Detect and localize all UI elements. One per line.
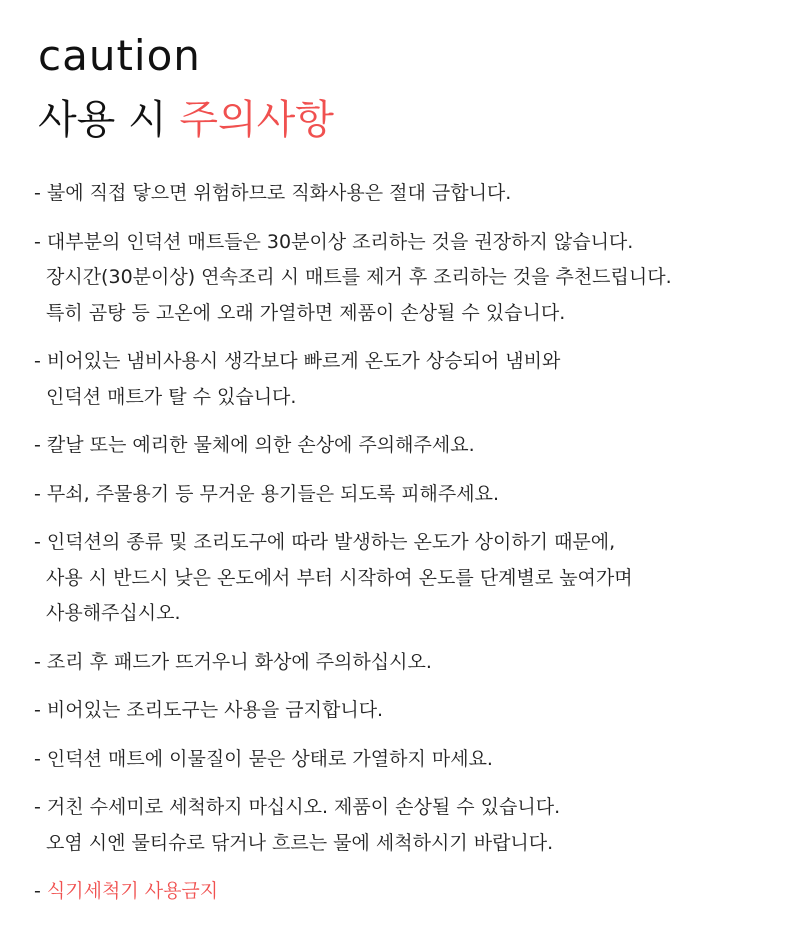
caution-text: 인덕션 매트에 이물질이 묻은 상태로 가열하지 마세요. xyxy=(46,747,493,770)
caution-line: 인덕션 매트가 탈 수 있습니다. xyxy=(46,385,297,408)
caution-line xyxy=(34,344,774,380)
dash: - xyxy=(34,531,47,553)
caution-item-highlight xyxy=(34,874,774,910)
caution-text-highlight: 식기세척기 사용금지 xyxy=(46,880,219,902)
caution-line xyxy=(34,176,774,212)
caution-item xyxy=(34,176,774,212)
caution-item xyxy=(34,693,774,729)
heading-korean-prefix: 사용 시 xyxy=(38,97,180,143)
caution-line xyxy=(34,645,774,681)
caution-line: 사용 시 반드시 낮은 온도에서 부터 시작하여 온도를 단계별로 높여가며 xyxy=(46,566,633,589)
dash: - xyxy=(34,182,47,204)
dash: - xyxy=(34,434,47,456)
caution-line xyxy=(34,874,774,910)
caution-text: 칼날 또는 예리한 물체에 의한 손상에 주의해주세요. xyxy=(46,434,475,456)
caution-item xyxy=(34,477,774,513)
caution-item xyxy=(34,525,774,632)
caution-line: 오염 시엔 물티슈로 닦거나 흐르는 물에 세척하시기 바랍니다. xyxy=(46,831,554,854)
caution-item xyxy=(34,344,774,415)
caution-text: 비어있는 냄비사용시 생각보다 빠르게 온도가 상승되어 냄비와 xyxy=(46,350,561,372)
caution-line xyxy=(34,790,774,826)
dash: - xyxy=(34,747,47,770)
caution-item xyxy=(34,645,774,681)
caution-item xyxy=(34,225,774,332)
caution-line: 특히 곰탕 등 고온에 오래 가열하면 제품이 손상될 수 있습니다. xyxy=(46,301,566,324)
dash: - xyxy=(34,880,47,902)
caution-text: 조리 후 패드가 뜨거우니 화상에 주의하십시오. xyxy=(46,650,432,673)
caution-text: 거친 수세미로 세척하지 마십시오. 제품이 손상될 수 있습니다. xyxy=(46,796,561,818)
heading-english: caution xyxy=(38,31,201,80)
caution-text: 무쇠, 주물용기 등 무거운 용기들은 되도록 피해주세요. xyxy=(46,482,500,505)
dash: - xyxy=(34,796,47,818)
caution-text: 인덕션의 종류 및 조리도구에 따라 발생하는 온도가 상이하기 때문에, xyxy=(46,531,616,553)
caution-item xyxy=(34,742,774,778)
heading-korean-accent: 주의사항 xyxy=(179,97,334,143)
dash: - xyxy=(34,230,47,253)
caution-text: 대부분의 인덕션 매트들은 30분이상 조리하는 것을 권장하지 않습니다. xyxy=(46,230,634,253)
caution-line xyxy=(34,525,774,561)
caution-item xyxy=(34,428,774,464)
caution-item xyxy=(34,790,774,861)
caution-line xyxy=(34,477,774,513)
caution-line xyxy=(34,693,774,729)
caution-line xyxy=(34,742,774,778)
heading-korean xyxy=(38,92,334,148)
caution-list xyxy=(34,176,774,923)
caution-line: 장시간(30분이상) 연속조리 시 매트를 제거 후 조리하는 것을 추천드립니다. xyxy=(46,266,672,288)
caution-line xyxy=(34,428,774,464)
dash: - xyxy=(34,650,47,673)
dash: - xyxy=(34,699,47,721)
caution-line: 사용해주십시오. xyxy=(46,602,181,624)
caution-line xyxy=(34,225,774,261)
caution-text: 비어있는 조리도구는 사용을 금지합니다. xyxy=(46,699,384,721)
dash: - xyxy=(34,350,47,372)
dash: - xyxy=(34,482,47,505)
caution-text: 불에 직접 닿으면 위험하므로 직화사용은 절대 금합니다. xyxy=(46,182,512,204)
